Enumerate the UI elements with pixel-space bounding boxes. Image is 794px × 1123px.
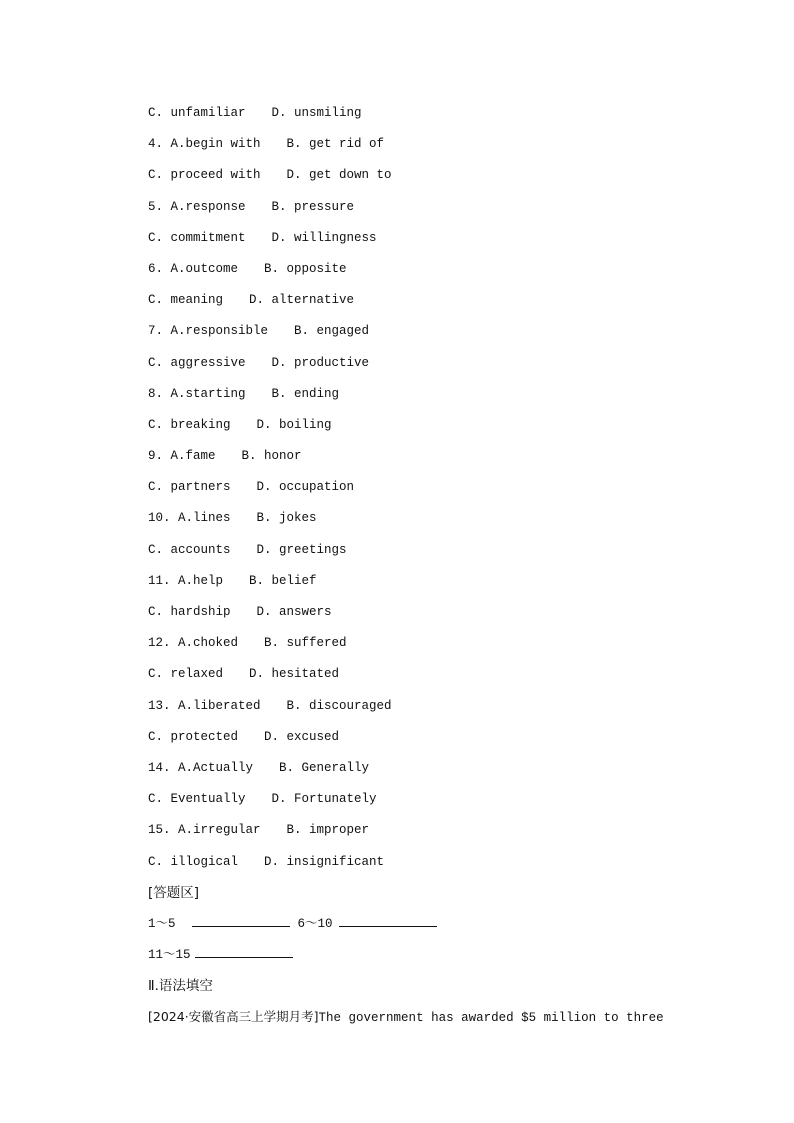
option-right: D. alternative <box>249 293 355 308</box>
option-row <box>148 696 708 727</box>
option-right: B. belief <box>249 573 317 588</box>
option-row <box>148 633 708 664</box>
answer-row-2 <box>148 945 708 976</box>
option-left: C. illogical <box>148 854 239 869</box>
option-left: C. hardship <box>148 605 231 619</box>
option-left: 13. A.liberated <box>148 698 261 713</box>
option-right: B. honor <box>241 449 302 464</box>
option-list <box>148 103 708 883</box>
option-right: D. excused <box>264 729 340 744</box>
option-left: C. protected <box>148 729 239 744</box>
option-right: B. jokes <box>256 511 317 526</box>
option-row <box>148 415 708 446</box>
option-left: C. relaxed <box>148 667 224 682</box>
option-left: 8. A.starting <box>148 386 246 401</box>
option-left: 4. A.begin with <box>148 137 261 152</box>
option-row <box>148 602 708 633</box>
section-2-first-line <box>148 1007 708 1038</box>
option-right: B. Generally <box>279 760 370 775</box>
option-right: B. ending <box>271 386 340 401</box>
option-row <box>148 820 708 851</box>
option-row <box>148 789 708 820</box>
option-right: D. unsmiling <box>271 106 362 120</box>
option-left: 14. A.Actually <box>148 760 254 775</box>
option-left: 15. A.irregular <box>148 823 261 838</box>
section-2-title: Ⅱ.语法填空 <box>148 978 213 995</box>
option-right: D. insignificant <box>264 854 385 869</box>
section-2-text: The government has awarded $5 million to three <box>318 1011 664 1026</box>
option-right: B. pressure <box>271 199 355 214</box>
option-left: C. unfamiliar <box>148 106 246 120</box>
option-left: C. commitment <box>148 230 246 245</box>
option-right: D. occupation <box>256 480 355 495</box>
option-right: D. hesitated <box>249 667 340 682</box>
option-row <box>148 384 708 415</box>
option-row <box>148 321 708 352</box>
option-row <box>148 571 708 602</box>
option-right: D. boiling <box>256 417 332 432</box>
option-left: C. meaning <box>148 293 224 308</box>
option-row <box>148 290 708 321</box>
option-left: 9. A.fame <box>148 449 216 464</box>
option-left: C. breaking <box>148 417 231 432</box>
option-left: 7. A.responsible <box>148 324 269 339</box>
option-right: D. get down to <box>286 168 392 183</box>
option-left: C. accounts <box>148 542 231 557</box>
option-right: B. get rid of <box>286 137 385 152</box>
option-left: 6. A.outcome <box>148 261 239 276</box>
option-row <box>148 259 708 290</box>
option-row <box>148 664 708 695</box>
option-row <box>148 228 708 259</box>
document-page <box>148 103 708 1039</box>
option-row <box>148 134 708 165</box>
answer-area-title: [答题区] <box>148 884 200 901</box>
option-right: B. engaged <box>294 324 370 339</box>
option-row <box>148 727 708 758</box>
answer-blank-2[interactable] <box>339 914 437 927</box>
answer-blank-1[interactable] <box>192 914 290 927</box>
option-right: B. suffered <box>264 636 347 651</box>
option-left: C. Eventually <box>148 792 246 807</box>
option-row <box>148 103 708 134</box>
option-row <box>148 353 708 384</box>
option-right: D. willingness <box>271 230 377 245</box>
option-left: 10. A.lines <box>148 511 231 526</box>
option-right: D. greetings <box>256 542 347 557</box>
answer-range-1: 1～5 <box>148 916 176 931</box>
option-left: 12. A.choked <box>148 636 239 651</box>
option-right: D. answers <box>256 605 332 619</box>
option-left: C. aggressive <box>148 355 246 370</box>
option-row <box>148 852 708 883</box>
option-right: B. opposite <box>264 261 347 276</box>
answer-row-1 <box>148 914 708 945</box>
option-right: D. productive <box>271 355 370 370</box>
option-left: 11. A.help <box>148 573 224 588</box>
option-left: C. partners <box>148 480 231 495</box>
option-row <box>148 197 708 228</box>
answer-range-3: 11～15 <box>148 948 191 963</box>
option-left: 5. A.response <box>148 199 246 214</box>
section-2-source: [2024·安徽省高三上学期月考] <box>148 1009 319 1025</box>
option-row <box>148 446 708 477</box>
option-row <box>148 477 708 508</box>
option-row <box>148 165 708 196</box>
option-row <box>148 758 708 789</box>
option-row <box>148 540 708 571</box>
option-right: B. improper <box>286 823 370 838</box>
answer-blank-3[interactable] <box>195 945 293 958</box>
option-left: C. proceed with <box>148 168 261 183</box>
option-right: B. discouraged <box>286 698 392 713</box>
option-right: D. Fortunately <box>271 792 377 807</box>
answer-range-2: 6～10 <box>297 916 333 931</box>
option-row <box>148 508 708 539</box>
